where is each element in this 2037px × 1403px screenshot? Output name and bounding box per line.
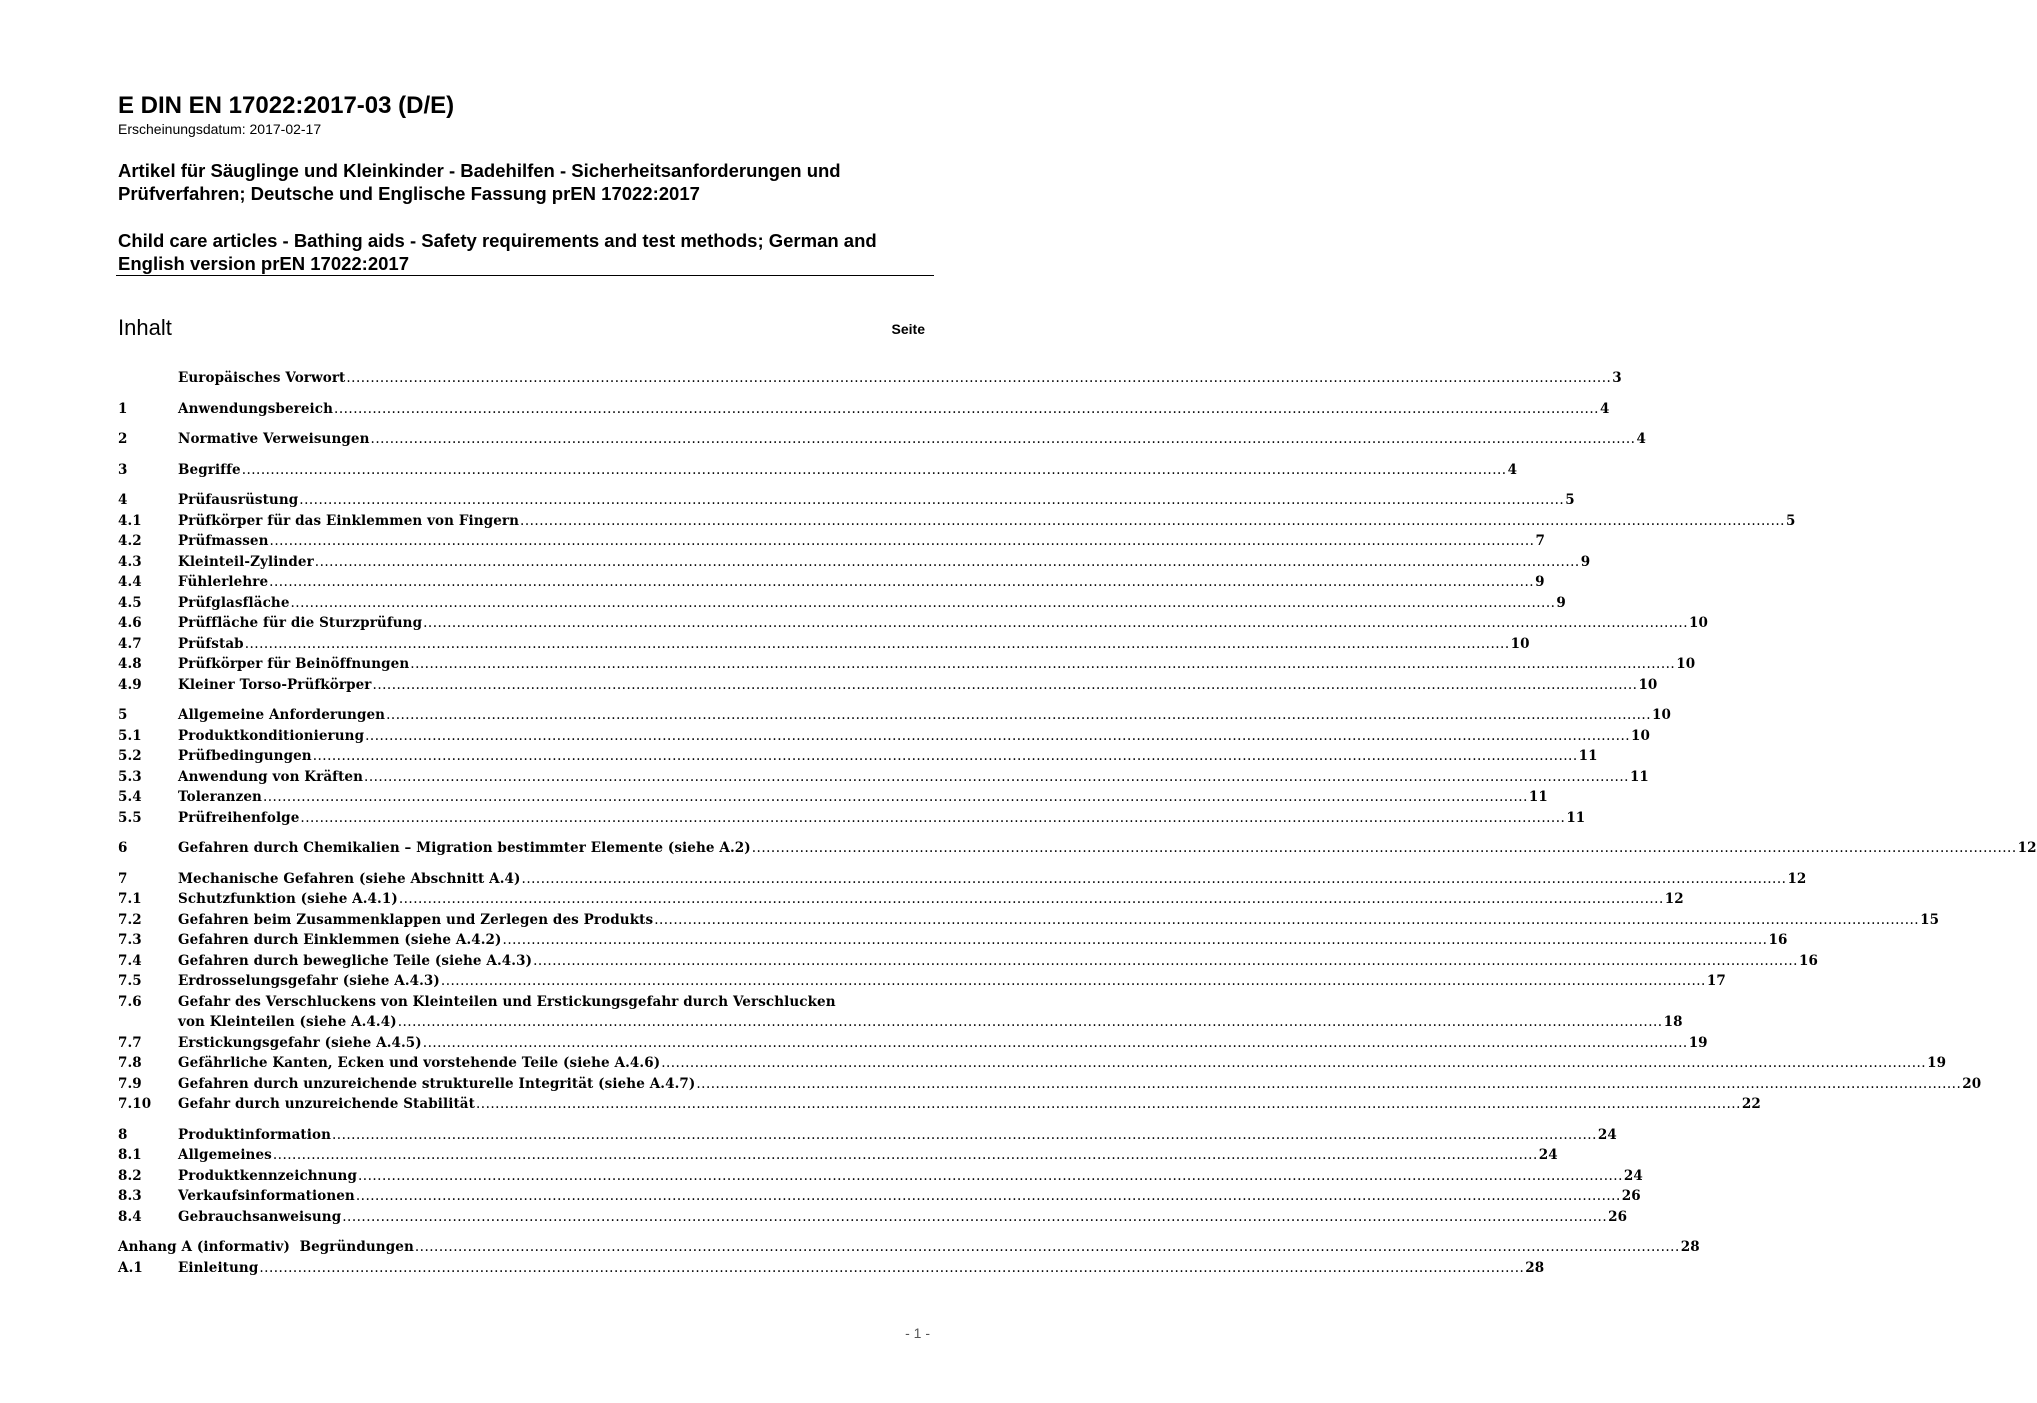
toc-leader-dots xyxy=(299,492,1564,508)
toc-entry-2[interactable] xyxy=(118,431,1646,452)
toc-leader-dots xyxy=(661,1055,1926,1071)
toc-entry-title: Prüfkörper für das Einklemmen von Fingern xyxy=(178,512,520,529)
toc-entry-number: 8.3 xyxy=(118,1188,142,1204)
toc-entry-title: Begriffe xyxy=(178,461,241,478)
toc-entry-number: 5 xyxy=(118,707,128,723)
table-of-contents xyxy=(118,370,2037,1280)
toc-leader-dots xyxy=(334,401,1599,417)
toc-entry-number: 1 xyxy=(118,400,128,417)
toc-entry-annex-a[interactable] xyxy=(118,1239,1700,1260)
toc-entry-title: Prüffläche für die Sturzprüfung xyxy=(178,615,423,631)
toc-entry-4-2[interactable] xyxy=(118,533,1545,554)
toc-entry-7-5[interactable] xyxy=(118,973,1726,994)
toc-entry-number: 4.1 xyxy=(118,512,142,529)
toc-leader-dots xyxy=(245,636,1510,652)
toc-leader-dots xyxy=(356,1188,1621,1204)
header-divider xyxy=(116,275,934,276)
toc-entry-number: 3 xyxy=(118,461,128,478)
toc-entry-1[interactable] xyxy=(118,400,1610,422)
toc-entry-a-1[interactable] xyxy=(118,1259,1545,1281)
toc-entry-number: 7.9 xyxy=(118,1075,142,1092)
toc-leader-dots xyxy=(476,1096,1741,1112)
toc-entry-page: 11 xyxy=(1629,768,1649,785)
toc-entry-title: Schutzfunktion (siehe A.4.1) xyxy=(178,891,398,907)
toc-entry-number: 5.1 xyxy=(118,727,142,744)
toc-entry-number: 7.5 xyxy=(118,973,142,989)
toc-entry-title: Gebrauchsanweisung xyxy=(178,1208,342,1225)
toc-leader-dots xyxy=(752,840,2017,856)
toc-entry-page: 11 xyxy=(1566,809,1586,826)
toc-entry-8-3[interactable] xyxy=(118,1188,1641,1209)
toc-entry-number: 4.3 xyxy=(118,553,142,570)
toc-entry-title: Prüfbedingungen xyxy=(178,748,312,764)
toc-entry-number: 7.10 xyxy=(118,1096,152,1112)
toc-leader-dots xyxy=(273,1147,1538,1163)
toc-entry-page: 26 xyxy=(1621,1188,1641,1204)
toc-entry-title: Gefahren durch Einklemmen (siehe A.4.2) xyxy=(178,932,502,948)
toc-entry-page: 24 xyxy=(1623,1167,1643,1184)
toc-leader-dots xyxy=(263,789,1528,805)
toc-leader-dots xyxy=(358,1168,1623,1184)
toc-entry-title: Prüfkörper für Beinöffnungen xyxy=(178,656,410,672)
toc-leader-dots xyxy=(371,431,1636,447)
toc-entry-4-6[interactable] xyxy=(118,615,1709,636)
toc-entry-page: 11 xyxy=(1528,789,1548,805)
toc-entry-title: Gefahren beim Zusammenklappen und Zerlegen des Produkts xyxy=(178,911,654,928)
document-title: E DIN EN 17022:2017-03 (D/E) xyxy=(118,92,455,119)
toc-entry-7-4[interactable] xyxy=(118,952,1818,974)
toc-entry-page: 24 xyxy=(1538,1147,1558,1163)
toc-entry-number: 7.8 xyxy=(118,1055,142,1071)
toc-entry-page: 10 xyxy=(1631,727,1651,744)
toc-leader-dots xyxy=(533,953,1798,969)
toc-entry-page: 9 xyxy=(1580,553,1591,570)
toc-entry-title: Produktkonditionierung xyxy=(178,727,365,744)
toc-entry-title: Allgemeine Anforderungen xyxy=(178,707,386,723)
toc-leader-dots xyxy=(522,871,1787,887)
toc-entry-page: 3 xyxy=(1612,370,1622,386)
toc-entry-page: 17 xyxy=(1706,973,1726,989)
toc-entry-page: 16 xyxy=(1798,952,1818,969)
toc-entry-page: 4 xyxy=(1599,400,1610,417)
toc-entry-title: Gefahr des Verschluckens von Kleinteilen und Erstickungsgefahr durch Verschlucken xyxy=(178,993,836,1010)
toc-entry-4-7[interactable] xyxy=(118,635,1530,657)
toc-entry-number: 4.6 xyxy=(118,615,142,631)
toc-leader-dots xyxy=(365,728,1630,744)
toc-leader-dots xyxy=(373,677,1638,693)
toc-entry-page: 11 xyxy=(1578,748,1598,764)
toc-entry-title: Normative Verweisungen xyxy=(178,431,370,447)
toc-page-column-label: Seite xyxy=(891,321,925,337)
toc-leader-dots xyxy=(313,748,1578,764)
toc-entry-page: 28 xyxy=(1680,1239,1700,1255)
title-english: Child care articles - Bathing aids - Safety requirements and test methods; German and English version prEN 17022:2017 xyxy=(118,230,877,274)
toc-entry-page: 5 xyxy=(1785,512,1796,529)
toc-entry-4-4[interactable] xyxy=(118,574,1545,595)
toc-leader-dots xyxy=(364,769,1629,785)
toc-leader-dots xyxy=(423,615,1688,631)
toc-entry-number: 4.5 xyxy=(118,594,142,611)
toc-entry-number: 7.6 xyxy=(118,993,142,1010)
toc-entry-number: A.1 xyxy=(118,1259,143,1276)
toc-entry-title: Gefährliche Kanten, Ecken und vorstehende Teile (siehe A.4.6) xyxy=(178,1055,661,1071)
toc-entry-title: Prüfglasfläche xyxy=(178,594,290,611)
toc-leader-dots xyxy=(269,574,1534,590)
toc-entry-5-5[interactable] xyxy=(118,809,1586,831)
toc-entry-page: 4 xyxy=(1636,431,1646,447)
toc-entry-4-3[interactable] xyxy=(118,553,1591,575)
toc-entry-5-4[interactable] xyxy=(118,789,1548,810)
toc-entry-page: 10 xyxy=(1638,676,1658,693)
toc-entry-page: 15 xyxy=(1920,911,1940,928)
toc-entry-title: Erstickungsgefahr (siehe A.4.5) xyxy=(178,1034,422,1051)
toc-entry-7-7[interactable] xyxy=(118,1034,1708,1056)
toc-entry-number: 4.8 xyxy=(118,656,142,672)
toc-entry-page: 12 xyxy=(1787,870,1807,887)
toc-entry-page: 10 xyxy=(1676,656,1696,672)
toc-entry-title: Mechanische Gefahren (siehe Abschnitt A.4) xyxy=(178,870,521,887)
toc-entry-5-3[interactable] xyxy=(118,768,1649,790)
toc-leader-dots xyxy=(441,973,1706,989)
toc-entry-number: 4 xyxy=(118,492,128,508)
toc-entry-number: 8.1 xyxy=(118,1147,142,1163)
toc-entry-number: 5.3 xyxy=(118,768,142,785)
toc-entry-4-1[interactable] xyxy=(118,512,1796,534)
toc-entry-title: Kleiner Torso-Prüfkörper xyxy=(178,676,372,693)
toc-entry-page: 19 xyxy=(1688,1034,1708,1051)
toc-entry-5[interactable] xyxy=(118,707,1672,728)
toc-leader-dots xyxy=(315,554,1580,570)
toc-leader-dots xyxy=(342,1209,1607,1225)
toc-entry-number: 7.7 xyxy=(118,1034,142,1051)
toc-entry-title: Gefahren durch Chemikalien – Migration bestimmter Elemente (siehe A.2) xyxy=(178,840,751,856)
toc-entry-number: 5.4 xyxy=(118,789,142,805)
toc-entry-page: 20 xyxy=(1962,1075,1982,1092)
toc-entry-page: 18 xyxy=(1663,1014,1683,1030)
toc-entry-4[interactable] xyxy=(118,492,1575,513)
toc-entry-title: Europäisches Vorwort xyxy=(178,370,346,386)
toc-entry-number: 7.3 xyxy=(118,932,142,948)
toc-entry-page: 28 xyxy=(1525,1259,1545,1276)
toc-entry-title: Kleinteil-Zylinder xyxy=(178,553,314,570)
toc-leader-dots xyxy=(270,533,1535,549)
toc-entry-8-1[interactable] xyxy=(118,1147,1558,1168)
toc-entry-number: 5.5 xyxy=(118,809,142,826)
toc-entry-3[interactable] xyxy=(118,461,1518,483)
toc-entry-page: 22 xyxy=(1741,1096,1761,1112)
toc-entry-4-5[interactable] xyxy=(118,594,1566,616)
toc-entry-title: Toleranzen xyxy=(178,789,262,805)
toc-leader-dots xyxy=(696,1076,1961,1092)
toc-entry-title: Prüfausrüstung xyxy=(178,492,299,508)
toc-leader-dots xyxy=(332,1127,1597,1143)
toc-entry-page: 10 xyxy=(1689,615,1709,631)
page-number: - 1 - xyxy=(905,1325,930,1341)
toc-leader-dots xyxy=(410,656,1675,672)
toc-entry-page: 10 xyxy=(1510,635,1530,652)
toc-leader-dots xyxy=(654,912,1919,928)
toc-entry-7-8[interactable] xyxy=(118,1055,1947,1076)
toc-entry-7-3[interactable] xyxy=(118,932,1788,953)
toc-entry-page: 10 xyxy=(1652,707,1672,723)
toc-entry-number: 7.4 xyxy=(118,952,142,969)
toc-leader-dots xyxy=(503,932,1768,948)
toc-entry-8[interactable] xyxy=(118,1126,1617,1148)
toc-entry-page: 12 xyxy=(2017,840,2037,856)
toc-entry-title: Prüfstab xyxy=(178,635,244,652)
toc-entry-number: 4.2 xyxy=(118,533,142,549)
toc-entry-number: 4.7 xyxy=(118,635,142,652)
toc-entry-title: Erdrosselungsgefahr (siehe A.4.3) xyxy=(178,973,440,989)
title-german: Artikel für Säuglinge und Kleinkinder - Badehilfen - Sicherheitsanforderungen und Prüfverfahren; Deutsche und Englische Fassung prEN 17022:2017 xyxy=(118,160,841,204)
toc-leader-dots xyxy=(399,891,1664,907)
toc-entry-page: 19 xyxy=(1927,1055,1947,1071)
toc-entry-page: 9 xyxy=(1556,594,1566,611)
toc-entry-number: 7.1 xyxy=(118,891,142,907)
toc-entry-page: 24 xyxy=(1597,1126,1617,1143)
toc-entry-title: Anwendungsbereich xyxy=(178,400,334,417)
toc-entry-7-6[interactable] xyxy=(118,994,932,1015)
toc-entry-number: 7.2 xyxy=(118,911,142,928)
toc-entry-title: Anwendung von Kräften xyxy=(178,768,364,785)
toc-entry-7-2[interactable] xyxy=(118,911,1940,933)
toc-entry-7-10[interactable] xyxy=(118,1096,1761,1117)
toc-leader-dots xyxy=(415,1239,1680,1255)
toc-entry-title-continued: von Kleinteilen (siehe A.4.4) xyxy=(178,1014,397,1030)
toc-entry-page: 12 xyxy=(1664,891,1684,907)
toc-leader-dots xyxy=(300,810,1565,826)
toc-entry-page: 9 xyxy=(1535,574,1545,590)
toc-entry-page: 26 xyxy=(1608,1208,1628,1225)
toc-leader-dots xyxy=(291,595,1556,611)
toc-leader-dots xyxy=(398,1014,1663,1030)
toc-entry-title: Produktkennzeichnung xyxy=(178,1167,357,1184)
toc-entry-7-1[interactable] xyxy=(118,891,1684,912)
toc-entry-vorwort[interactable] xyxy=(118,370,1622,391)
toc-entry-title: Verkaufsinformationen xyxy=(178,1188,355,1204)
toc-entry-page: 4 xyxy=(1507,461,1518,478)
toc-entry-number: 6 xyxy=(118,840,128,856)
toc-leader-dots xyxy=(346,370,1611,386)
toc-entry-number: 8 xyxy=(118,1126,128,1143)
toc-entry-title: Anhang A (informativ) Begründungen xyxy=(118,1239,414,1255)
toc-leader-dots xyxy=(242,462,1507,478)
toc-entry-7-9[interactable] xyxy=(118,1075,1982,1097)
toc-leader-dots xyxy=(520,513,1785,529)
toc-entry-number: 8.4 xyxy=(118,1208,142,1225)
toc-entry-8-4[interactable] xyxy=(118,1208,1628,1230)
publication-date: Erscheinungsdatum: 2017-02-17 xyxy=(118,121,322,137)
toc-entry-page: 5 xyxy=(1565,492,1575,508)
toc-entry-page: 7 xyxy=(1535,533,1545,549)
toc-entry-number: 4.9 xyxy=(118,676,142,693)
toc-leader-dots xyxy=(386,707,1651,723)
toc-entry-title: Gefahren durch bewegliche Teile (siehe A.4.3) xyxy=(178,952,533,969)
toc-entry-title: Einleitung xyxy=(178,1259,259,1276)
toc-entry-title: Allgemeines xyxy=(178,1147,272,1163)
toc-entry-title: Gefahren durch unzureichende strukturelle Integrität (siehe A.4.7) xyxy=(178,1075,696,1092)
toc-leader-dots xyxy=(259,1260,1524,1276)
toc-entry-number: 5.2 xyxy=(118,748,142,764)
toc-entry-number: 8.2 xyxy=(118,1167,142,1184)
toc-entry-page: 16 xyxy=(1768,932,1788,948)
toc-entry-title: Prüfmassen xyxy=(178,533,269,549)
toc-entry-title: Gefahr durch unzureichende Stabilität xyxy=(178,1096,475,1112)
toc-entry-number: 2 xyxy=(118,431,128,447)
toc-entry-4-9[interactable] xyxy=(118,676,1658,698)
toc-entry-title: Produktinformation xyxy=(178,1126,331,1143)
toc-entry-6[interactable] xyxy=(118,840,2037,861)
toc-entry-8-2[interactable] xyxy=(118,1167,1643,1189)
toc-entry-title: Prüfreihenfolge xyxy=(178,809,300,826)
toc-entry-7-6-continued[interactable] xyxy=(118,1014,1683,1035)
toc-entry-5-2[interactable] xyxy=(118,748,1598,769)
toc-heading: Inhalt xyxy=(118,315,172,340)
toc-entry-number: 4.4 xyxy=(118,574,142,590)
toc-entry-5-1[interactable] xyxy=(118,727,1651,749)
toc-entry-title: Fühlerlehre xyxy=(178,574,269,590)
toc-entry-number: 7 xyxy=(118,870,128,887)
toc-entry-7[interactable] xyxy=(118,870,1807,892)
toc-leader-dots xyxy=(423,1035,1688,1051)
toc-entry-4-8[interactable] xyxy=(118,656,1696,677)
